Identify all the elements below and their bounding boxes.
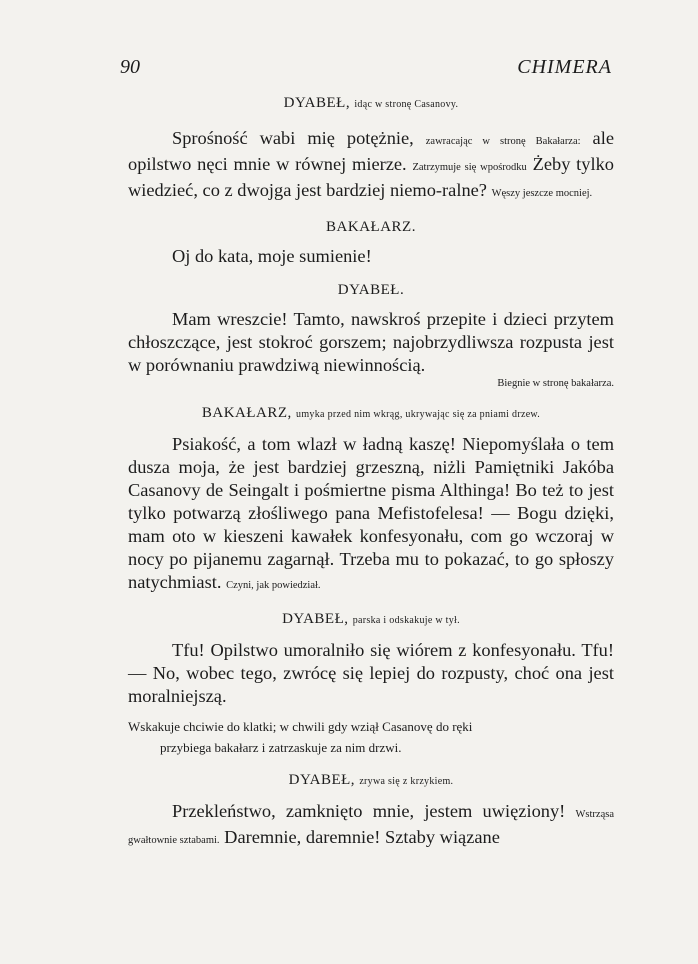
stage-direction-line: Wskakuje chciwie do klatki; w chwili gdy wziął Casanovę do ręki — [128, 719, 473, 734]
stage-direction-block — [128, 716, 614, 758]
stage-direction: umyka przed nim wkrąg, ukrywając się za pniami drzew. — [296, 409, 541, 420]
speaker-name: BAKAŁARZ. — [326, 219, 416, 235]
speaker-heading — [128, 609, 614, 631]
speaker-name: DYABEŁ, — [282, 611, 349, 627]
speaker-name: DYABEŁ, — [283, 95, 351, 111]
speaker-heading — [128, 403, 614, 425]
page-number: 90 — [120, 56, 140, 78]
speaker-heading — [128, 770, 614, 792]
running-title: CHIMERA — [517, 56, 612, 78]
dialogue-paragraph: Oj do kata, moje sumienie! — [172, 246, 372, 266]
dialogue-paragraph — [128, 433, 614, 597]
speaker-name: DYABEŁ. — [337, 282, 405, 298]
speaker-name: DYABEŁ, — [288, 772, 356, 788]
dialogue-text: Żeby tylko wiedzieć, co z dwojga jest bardziej niemo-ralne? — [128, 154, 614, 200]
dialogue-paragraph — [128, 800, 614, 852]
stage-direction: Czyni, jak powiedział. — [226, 580, 321, 591]
page-header — [120, 56, 612, 84]
dialogue-text: Psiakość, a tom wlazł w ładną kaszę! Niepomyślała o tem dusza moja, że jest bardziej grzeszną, niżli Pamiętniki Jakóba Casanovy de Seingalt i pośmiertne pisma Althinga! Bo też to jest tylko potwarzą złośliwego pana Mefistofelesa! — Bogu dzięki, mam oto w kieszeni kawałek konfesyonału, com go wczoraj w nocy po pijanemu zagarnął. Trzeba mu to pokazać, to go spłoszy natychmiast. — [128, 434, 614, 592]
stage-direction: idąc w stronę Casanovy. — [354, 99, 459, 110]
stage-direction: Zatrzymuje się wpośrodku — [412, 162, 527, 173]
speaker-heading — [128, 217, 614, 237]
stage-direction-line: przybiega bakałarz i zatrzaskuje za nim drzwi. — [160, 740, 402, 755]
dialogue-paragraph: Mam wreszcie! Tamto, nawskroś przepite i dzieci przytem chłoszczące, jest stokroć gorszem; najobrzydliwsza rozpusta jest w porównaniu prawdziwą niewinnością. — [128, 309, 614, 375]
dialogue-paragraph: Tfu! Opilstwo umoralniło się wiórem z konfesyonału. Tfu! — No, wobec tego, zwrócę się lepiej do rozpusty, choć ona jest moralniejszą. — [128, 640, 614, 706]
dialogue-paragraph — [128, 127, 614, 205]
speaker-name: BAKAŁARZ, — [201, 405, 292, 421]
speaker-heading — [128, 93, 614, 115]
stage-direction: Węszy jeszcze mocniej. — [491, 188, 593, 199]
stage-direction: zawracając w stronę Bakałarza: — [425, 136, 581, 147]
page-body — [128, 93, 614, 852]
stage-direction: Biegnie w stronę bakałarza. — [497, 378, 614, 389]
dialogue-text: Sprośność wabi mię potężnie, — [172, 128, 414, 148]
dialogue-text: Przekleństwo, zamknięto mnie, jestem uwięziony! — [172, 801, 566, 821]
stage-direction: Wstrząsa gwałtownie sztabami. — [128, 809, 614, 846]
dialogue-text: Daremnie, daremnie! Sztaby wiązane — [224, 827, 500, 847]
speaker-heading — [128, 280, 614, 300]
stage-direction: parska i odskakuje w tył. — [352, 615, 460, 626]
dialogue-text: ale opilstwo nęci mnie w równej mierze. — [128, 128, 614, 174]
stage-direction: zrywa się z krzykiem. — [359, 776, 454, 787]
